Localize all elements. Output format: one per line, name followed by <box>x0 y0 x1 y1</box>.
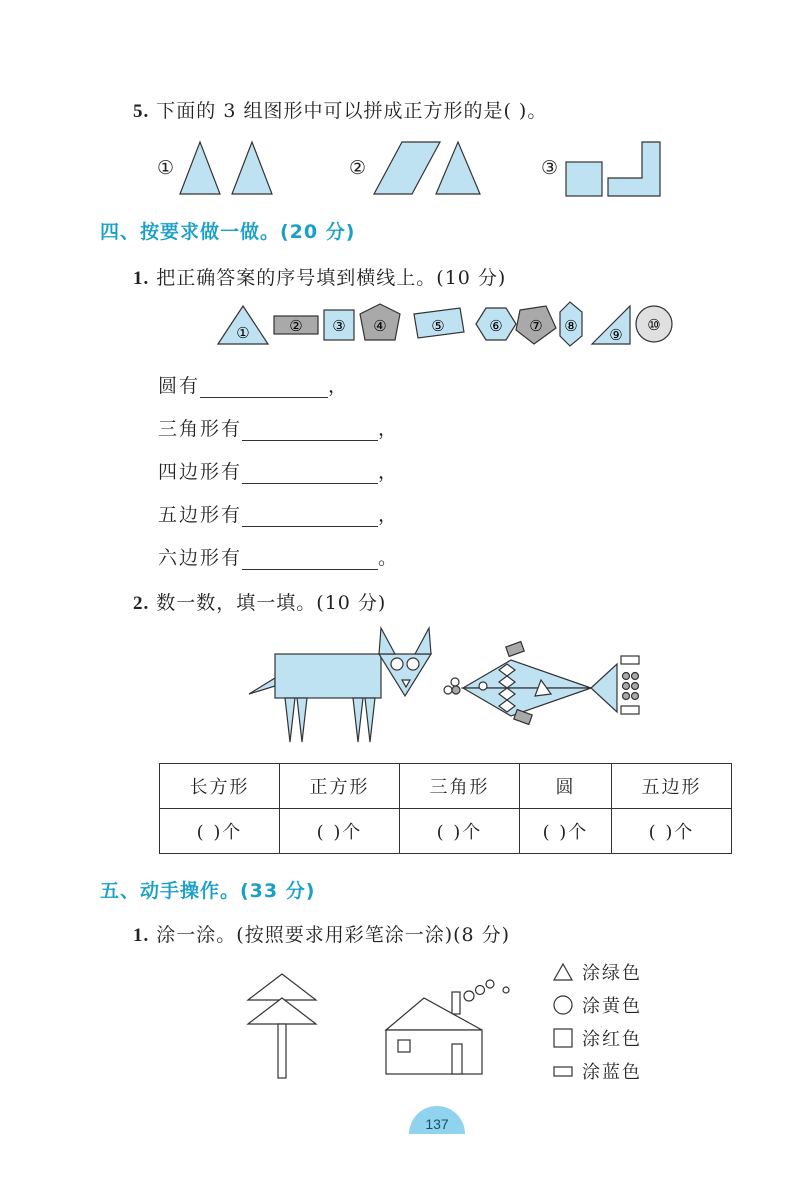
shape-label: ④ <box>373 317 387 335</box>
section-4-question-1 <box>133 263 506 290</box>
answer-cell[interactable]: ( )个 <box>160 809 280 854</box>
row-label: 四边形有 <box>158 461 243 483</box>
shape-label: ⑥ <box>489 317 503 335</box>
house-figure <box>386 980 509 1074</box>
answer-cell[interactable]: ( )个 <box>399 809 519 854</box>
triangle-shape <box>436 142 480 194</box>
triangle-icon <box>552 962 574 982</box>
row-end: ， <box>378 461 400 483</box>
answer-cell[interactable]: ( )个 <box>279 809 399 854</box>
section-5-title: 五、动手操作。(33 分) <box>100 880 316 902</box>
row-end: ， <box>328 375 350 397</box>
fill-row-triangle <box>158 414 399 441</box>
fish-figure <box>444 642 639 725</box>
question-number: 5. <box>133 101 150 122</box>
legend-label: 涂绿色 <box>582 962 642 984</box>
row-label: 五边形有 <box>158 504 243 526</box>
shape-label: ⑨ <box>609 326 623 344</box>
triangle-shape <box>180 142 220 194</box>
answer-cell[interactable]: ( )个 <box>519 809 611 854</box>
question-number: 2. <box>133 593 150 614</box>
option-1-triangles <box>178 140 278 196</box>
shape-label: ② <box>289 317 303 335</box>
fill-row-quadrilateral <box>158 457 399 484</box>
table-header-row <box>160 764 732 809</box>
count-table <box>159 763 732 854</box>
option-3-label: ③ <box>541 157 560 179</box>
fill-row-hexagon <box>158 543 399 570</box>
tree-figure <box>248 974 316 1078</box>
answer-cell[interactable]: ( )个 <box>611 809 731 854</box>
animals-illustration <box>245 624 685 748</box>
row-end: ， <box>378 504 400 526</box>
square-shape <box>566 162 602 196</box>
parallelogram-shape <box>374 142 440 194</box>
question-number: 1. <box>133 925 150 946</box>
answer-blank[interactable] <box>200 377 328 398</box>
legend-item-square <box>552 1021 642 1054</box>
square-icon <box>552 1028 574 1048</box>
shape-label: ③ <box>332 317 346 335</box>
answer-blank[interactable] <box>242 506 378 527</box>
answer-blank[interactable] <box>242 463 378 484</box>
legend-item-triangle <box>552 955 642 988</box>
legend-item-rectangle <box>552 1054 642 1087</box>
row-label: 三角形有 <box>158 418 243 440</box>
shape-label: ⑦ <box>529 317 543 335</box>
row-label: 圆有 <box>158 375 201 397</box>
table-header-cell: 五边形 <box>611 764 731 809</box>
triangle-shape <box>232 142 272 194</box>
option-3-shapes <box>564 140 664 198</box>
legend-label: 涂蓝色 <box>582 1061 642 1083</box>
question-text: 涂一涂。(按照要求用彩笔涂一涂)(8 分) <box>156 924 511 946</box>
legend-item-circle <box>552 988 642 1021</box>
goat-body-rectangle <box>275 654 381 698</box>
goat-tail-triangle <box>249 678 275 694</box>
row-end: 。 <box>378 547 400 569</box>
table-header-cell: 长方形 <box>160 764 280 809</box>
rectangle-icon <box>552 1061 574 1081</box>
question-text: 数一数，填一填。(10 分) <box>156 592 387 614</box>
color-legend <box>552 955 642 1087</box>
table-header-cell: 正方形 <box>279 764 399 809</box>
option-1-label: ① <box>157 157 176 179</box>
shape-label: ⑤ <box>431 317 445 335</box>
section-5-question-1 <box>133 920 510 947</box>
shape-label: ⑩ <box>647 316 661 334</box>
coloring-illustration <box>244 968 520 1080</box>
section-4-title: 四、按要求做一做。(20 分) <box>100 221 356 243</box>
fill-row-circle <box>158 371 349 398</box>
table-header-cell: 圆 <box>519 764 611 809</box>
page-number: 137 <box>425 1116 449 1132</box>
question-5 <box>133 96 547 123</box>
l-shape <box>608 142 660 196</box>
goat-head-triangle <box>379 654 431 696</box>
numbered-shapes-row <box>214 300 678 350</box>
fill-row-pentagon <box>158 500 399 527</box>
table-row <box>160 809 732 854</box>
option-2-label: ② <box>349 157 368 179</box>
legend-label: 涂红色 <box>582 1028 642 1050</box>
shape-label: ⑧ <box>564 317 578 335</box>
answer-blank[interactable] <box>242 420 378 441</box>
table-header-cell: 三角形 <box>399 764 519 809</box>
section-4-question-2 <box>133 588 386 615</box>
row-label: 六边形有 <box>158 547 243 569</box>
circle-icon <box>552 995 574 1015</box>
question-text: 把正确答案的序号填到横线上。(10 分) <box>156 267 507 289</box>
question-number: 1. <box>133 268 150 289</box>
row-end: ， <box>378 418 400 440</box>
option-2-shapes <box>372 140 484 196</box>
goat-figure <box>249 628 431 742</box>
legend-label: 涂黄色 <box>582 995 642 1017</box>
answer-blank[interactable] <box>242 549 378 570</box>
page-number-badge <box>405 1102 469 1136</box>
shape-label: ① <box>236 324 250 342</box>
question-text: 下面的 3 组图形中可以拼成正方形的是( )。 <box>156 100 548 122</box>
